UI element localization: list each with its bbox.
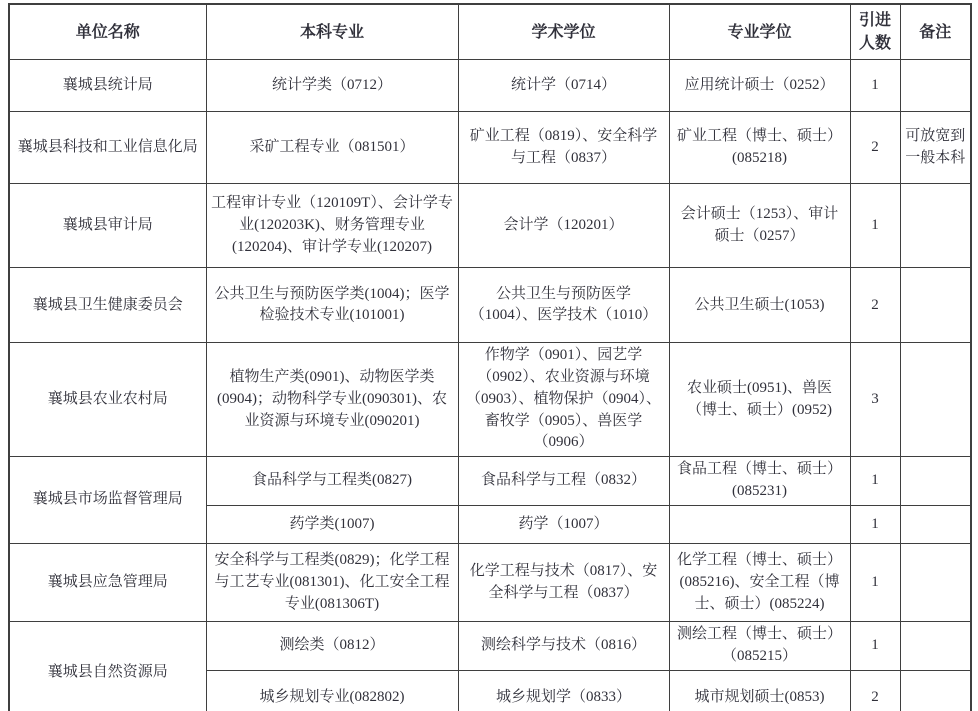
undergraduate-major-cell: 城乡规划专业(082802) <box>206 670 458 711</box>
unit-name-cell: 襄城县农业农村局 <box>9 343 206 457</box>
academic-degree-cell: 测绘科学与技术（0816） <box>458 622 669 671</box>
professional-degree-cell: 测绘工程（博士、硕士）（085215） <box>669 622 850 671</box>
column-header-headcount: 引进人数 <box>850 4 900 60</box>
headcount-cell: 2 <box>850 112 900 184</box>
remark-cell <box>900 60 971 112</box>
professional-degree-cell <box>669 506 850 544</box>
header-row <box>9 4 971 60</box>
table-row <box>9 60 971 112</box>
headcount-cell: 3 <box>850 343 900 457</box>
table-row <box>9 343 971 457</box>
remark-cell <box>900 544 971 622</box>
professional-degree-cell: 会计硕士（1253）、审计硕士（0257） <box>669 184 850 268</box>
remark-cell <box>900 670 971 711</box>
professional-degree-cell: 矿业工程（博士、硕士）(085218) <box>669 112 850 184</box>
academic-degree-cell: 矿业工程（0819）、安全科学与工程（0837） <box>458 112 669 184</box>
academic-degree-cell: 城乡规划学（0833） <box>458 670 669 711</box>
remark-cell <box>900 506 971 544</box>
table-row <box>9 268 971 343</box>
column-header-professional-degree: 专业学位 <box>669 4 850 60</box>
remark-cell <box>900 343 971 457</box>
column-header-undergraduate-major: 本科专业 <box>206 4 458 60</box>
headcount-cell: 1 <box>850 544 900 622</box>
undergraduate-major-cell: 安全科学与工程类(0829)；化学工程与工艺专业(081301)、化工安全工程专业(081306T) <box>206 544 458 622</box>
unit-name-cell: 襄城县应急管理局 <box>9 544 206 622</box>
headcount-cell: 1 <box>850 457 900 506</box>
undergraduate-major-cell: 药学类(1007) <box>206 506 458 544</box>
remark-cell <box>900 622 971 671</box>
column-header-academic-degree: 学术学位 <box>458 4 669 60</box>
academic-degree-cell: 食品科学与工程（0832） <box>458 457 669 506</box>
professional-degree-cell: 应用统计硕士（0252） <box>669 60 850 112</box>
academic-degree-cell: 药学（1007） <box>458 506 669 544</box>
table-row <box>9 622 971 671</box>
professional-degree-cell: 公共卫生硕士(1053) <box>669 268 850 343</box>
unit-name-cell: 襄城县审计局 <box>9 184 206 268</box>
headcount-cell: 1 <box>850 184 900 268</box>
undergraduate-major-cell: 食品科学与工程类(0827) <box>206 457 458 506</box>
table-row <box>9 544 971 622</box>
remark-cell: 可放宽到一般本科 <box>900 112 971 184</box>
remark-cell <box>900 184 971 268</box>
undergraduate-major-cell: 公共卫生与预防医学类(1004)；医学检验技术专业(101001) <box>206 268 458 343</box>
academic-degree-cell: 会计学（120201） <box>458 184 669 268</box>
headcount-cell: 1 <box>850 60 900 112</box>
unit-name-cell: 襄城县市场监督管理局 <box>9 457 206 544</box>
remark-cell <box>900 268 971 343</box>
headcount-cell: 1 <box>850 506 900 544</box>
column-header-unit-name: 单位名称 <box>9 4 206 60</box>
academic-degree-cell: 作物学（0901）、园艺学（0902）、农业资源与环境（0903）、植物保护（0904）、畜牧学（0905）、兽医学（0906） <box>458 343 669 457</box>
professional-degree-cell: 化学工程（博士、硕士）(085216)、安全工程（博士、硕士）(085224) <box>669 544 850 622</box>
professional-degree-cell: 食品工程（博士、硕士）(085231) <box>669 457 850 506</box>
undergraduate-major-cell: 工程审计专业（120109T）、会计学专业(120203K)、财务管理专业(120204)、审计学专业(120207) <box>206 184 458 268</box>
professional-degree-cell: 城市规划硕士(0853) <box>669 670 850 711</box>
academic-degree-cell: 公共卫生与预防医学（1004）、医学技术（1010） <box>458 268 669 343</box>
professional-degree-cell: 农业硕士(0951)、兽医（博士、硕士）(0952) <box>669 343 850 457</box>
academic-degree-cell: 统计学（0714） <box>458 60 669 112</box>
undergraduate-major-cell: 测绘类（0812） <box>206 622 458 671</box>
headcount-cell: 2 <box>850 670 900 711</box>
undergraduate-major-cell: 植物生产类(0901)、动物医学类(0904)；动物科学专业(090301)、农业资源与环境专业(090201) <box>206 343 458 457</box>
unit-name-cell: 襄城县自然资源局 <box>9 622 206 711</box>
unit-name-cell: 襄城县科技和工业信息化局 <box>9 112 206 184</box>
undergraduate-major-cell: 采矿工程专业（081501） <box>206 112 458 184</box>
unit-name-cell: 襄城县卫生健康委员会 <box>9 268 206 343</box>
table-row <box>9 112 971 184</box>
table-row <box>9 184 971 268</box>
table-row <box>9 457 971 506</box>
column-header-remark: 备注 <box>900 4 971 60</box>
headcount-cell: 1 <box>850 622 900 671</box>
recruitment-table <box>8 3 972 711</box>
remark-cell <box>900 457 971 506</box>
headcount-cell: 2 <box>850 268 900 343</box>
undergraduate-major-cell: 统计学类（0712） <box>206 60 458 112</box>
unit-name-cell: 襄城县统计局 <box>9 60 206 112</box>
academic-degree-cell: 化学工程与技术（0817）、安全科学与工程（0837） <box>458 544 669 622</box>
